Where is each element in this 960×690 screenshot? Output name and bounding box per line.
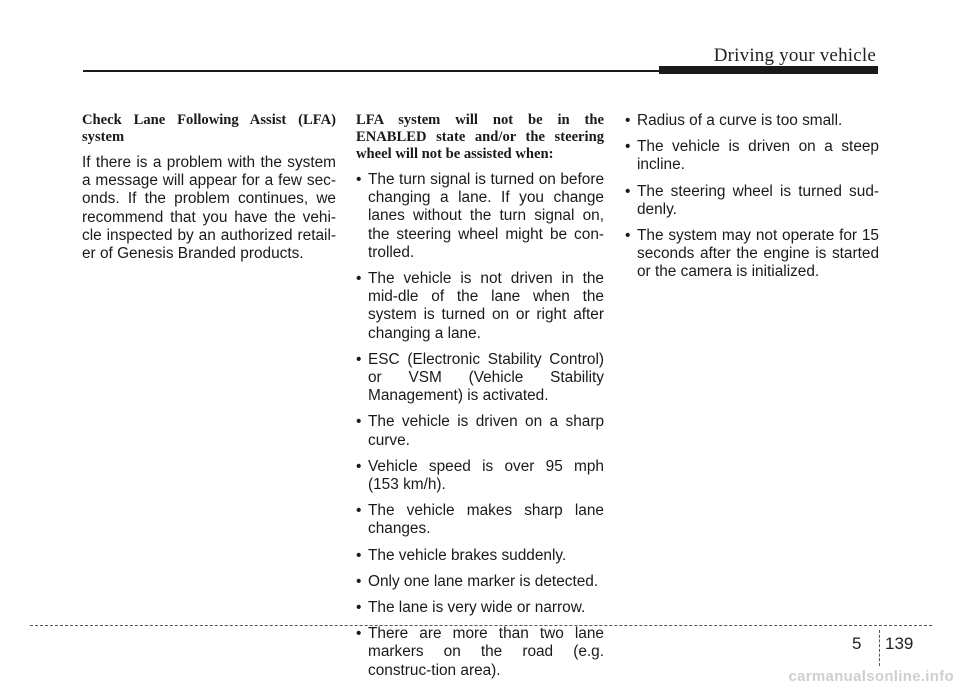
list-item: • The lane is very wide or narrow. (356, 599, 604, 617)
section-title: Driving your vehicle (713, 45, 876, 66)
conditions-list-continued (625, 112, 879, 282)
list-item: • ESC (Electronic Stability Control) or VSM (Vehicle Stability Management) is activated. (356, 351, 604, 406)
list-item: • Radius of a curve is too small. (625, 112, 879, 130)
list-item: • There are more than two lane markers on the road (e.g. construc-tion area). (356, 625, 604, 680)
conditions-list (356, 171, 604, 680)
header-rule-thin (83, 70, 679, 72)
page-number: 139 (885, 634, 914, 653)
watermark: carmanualsonline.info (788, 668, 954, 685)
list-item: • The vehicle brakes suddenly. (356, 547, 604, 565)
list-item: • The vehicle is driven on a sharp curve. (356, 413, 604, 449)
column-2 (356, 112, 604, 688)
footer-rule (30, 625, 932, 626)
list-item: • The steering wheel is turned sud-denly. (625, 183, 879, 219)
footer-divider (879, 630, 880, 666)
list-item: • Only one lane marker is detected. (356, 573, 604, 591)
lfa-check-paragraph: If there is a problem with the system a message will appear for a few sec-onds. If the problem continues, we recommend that you have the vehi-cle inspected by an authorized retail-er of Genesis Branded products. (82, 154, 336, 263)
column-1 (82, 112, 336, 263)
column-3 (625, 112, 879, 290)
chapter-number: 5 (852, 634, 862, 653)
list-item: • The turn signal is turned on before changing a lane. If you change lanes without the turn signal on, the steering wheel might be con-trolled. (356, 171, 604, 262)
header-rule-thick (659, 66, 878, 74)
list-item: • The system may not operate for 15 seconds after the engine is started or the camera is initialized. (625, 227, 879, 282)
list-item: • Vehicle speed is over 95 mph (153 km/h). (356, 458, 604, 494)
list-item: • The vehicle makes sharp lane changes. (356, 502, 604, 538)
list-item: • The vehicle is driven on a steep incline. (625, 138, 879, 174)
list-item: • The vehicle is not driven in the mid-dle of the lane when the system is turned on or right after changing a lane. (356, 270, 604, 343)
lfa-conditions-heading: LFA system will not be in the ENABLED state and/or the steering wheel will not be assisted when: (356, 112, 604, 162)
lfa-check-heading: Check Lane Following Assist (LFA) system (82, 112, 336, 145)
